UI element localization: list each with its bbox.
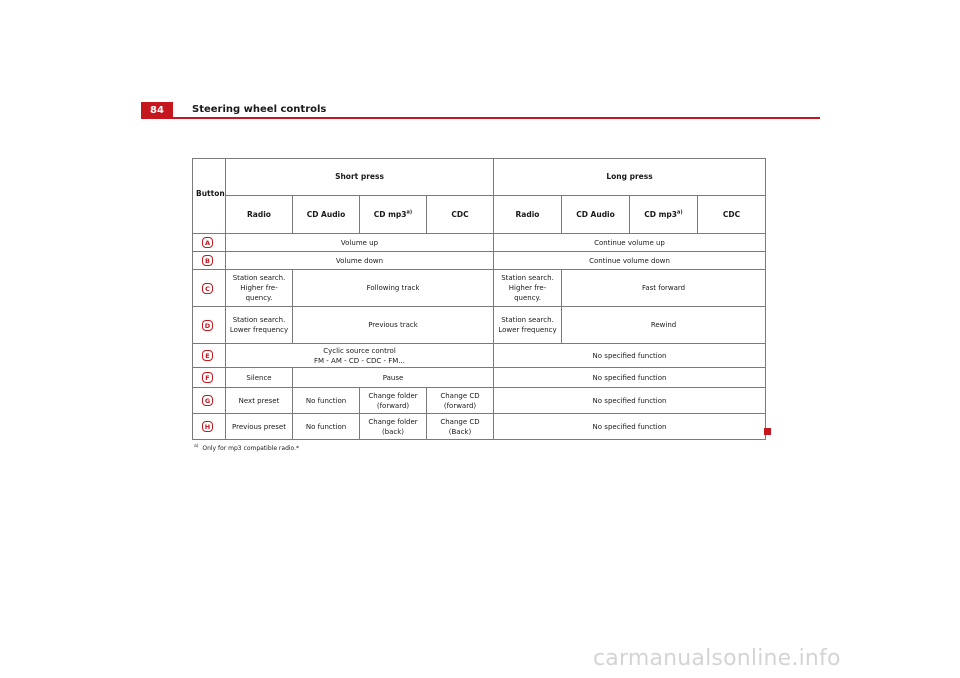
- table-cell: Following track: [293, 270, 494, 307]
- button-badge-b: B: [202, 255, 213, 266]
- table-cell: No function: [293, 414, 360, 440]
- button-column-header: Button: [193, 159, 226, 234]
- cd-mp3-label: CD mp3: [644, 209, 678, 219]
- button-badge-d: D: [202, 320, 213, 331]
- site-watermark: carmanualsonline.info: [593, 646, 841, 671]
- table-cell: No function: [293, 388, 360, 414]
- table-cell: Change folder (back): [360, 414, 427, 440]
- table-cell: Pause: [293, 368, 494, 388]
- table-cell: Volume down: [226, 252, 494, 270]
- cd-mp3-label: CD mp3: [373, 209, 407, 219]
- section-title: Steering wheel controls: [192, 104, 327, 115]
- table-row: [193, 344, 766, 368]
- button-badge-f: F: [202, 372, 213, 383]
- table-cell: No specified function: [494, 344, 766, 368]
- table-cell: Station search. Higher fre-quency.: [226, 270, 293, 307]
- short-cd-mp3-header: [360, 196, 427, 234]
- table-cell: Continue volume up: [494, 234, 766, 252]
- button-badge-c: C: [202, 283, 213, 294]
- button-badge-a: A: [202, 237, 213, 248]
- table-row: [193, 307, 766, 344]
- table-cell: Previous preset: [226, 414, 293, 440]
- table-row: [193, 414, 766, 440]
- table-cell: Station search. Lower frequency: [494, 307, 562, 344]
- table-cell: No specified function: [494, 414, 766, 440]
- table-row: [193, 368, 766, 388]
- long-cd-mp3-header: [630, 196, 698, 234]
- table-cell: Change CD (Back): [427, 414, 494, 440]
- cell-line: Cyclic source control: [323, 346, 396, 355]
- cell-line: FM - AM - CD - CDC - FM...: [314, 356, 405, 365]
- table-cell: Next preset: [226, 388, 293, 414]
- table-cell: Silence: [226, 368, 293, 388]
- steering-controls-table: [192, 158, 766, 440]
- long-radio-header: Radio: [494, 196, 562, 234]
- short-radio-header: Radio: [226, 196, 293, 234]
- long-cd-audio-header: CD Audio: [562, 196, 630, 234]
- short-cdc-header: CDC: [427, 196, 494, 234]
- table-cell: Fast forward: [562, 270, 766, 307]
- table-cell: [226, 344, 494, 368]
- button-badge-g: G: [202, 395, 213, 406]
- page-number: 84: [141, 102, 173, 118]
- footnote-ref: a): [677, 209, 683, 215]
- table-row: [193, 270, 766, 307]
- table-row: [193, 252, 766, 270]
- table-cell: No specified function: [494, 368, 766, 388]
- footnote-marker: a): [194, 444, 199, 449]
- long-cdc-header: CDC: [698, 196, 766, 234]
- table-cell: Previous track: [293, 307, 494, 344]
- footnote: [194, 445, 299, 453]
- footnote-ref: a): [406, 209, 413, 215]
- footnote-text: Only for mp3 compatible radio.*: [202, 445, 300, 452]
- long-press-header: Long press: [494, 159, 766, 196]
- header-rule: [141, 117, 820, 119]
- section-end-marker: [764, 428, 771, 435]
- table-row: [193, 234, 766, 252]
- short-cd-audio-header: CD Audio: [293, 196, 360, 234]
- table-cell: Volume up: [226, 234, 494, 252]
- button-badge-h: H: [202, 421, 213, 432]
- table-cell: Change folder (forward): [360, 388, 427, 414]
- table-cell: No specified function: [494, 388, 766, 414]
- table-cell: Station search. Lower frequency: [226, 307, 293, 344]
- table-cell: Change CD (forward): [427, 388, 494, 414]
- button-badge-e: E: [202, 350, 213, 361]
- table-cell: Station search. Higher fre-quency.: [494, 270, 562, 307]
- table-row: [193, 388, 766, 414]
- table-cell: Rewind: [562, 307, 766, 344]
- table-cell: Continue volume down: [494, 252, 766, 270]
- short-press-header: Short press: [226, 159, 494, 196]
